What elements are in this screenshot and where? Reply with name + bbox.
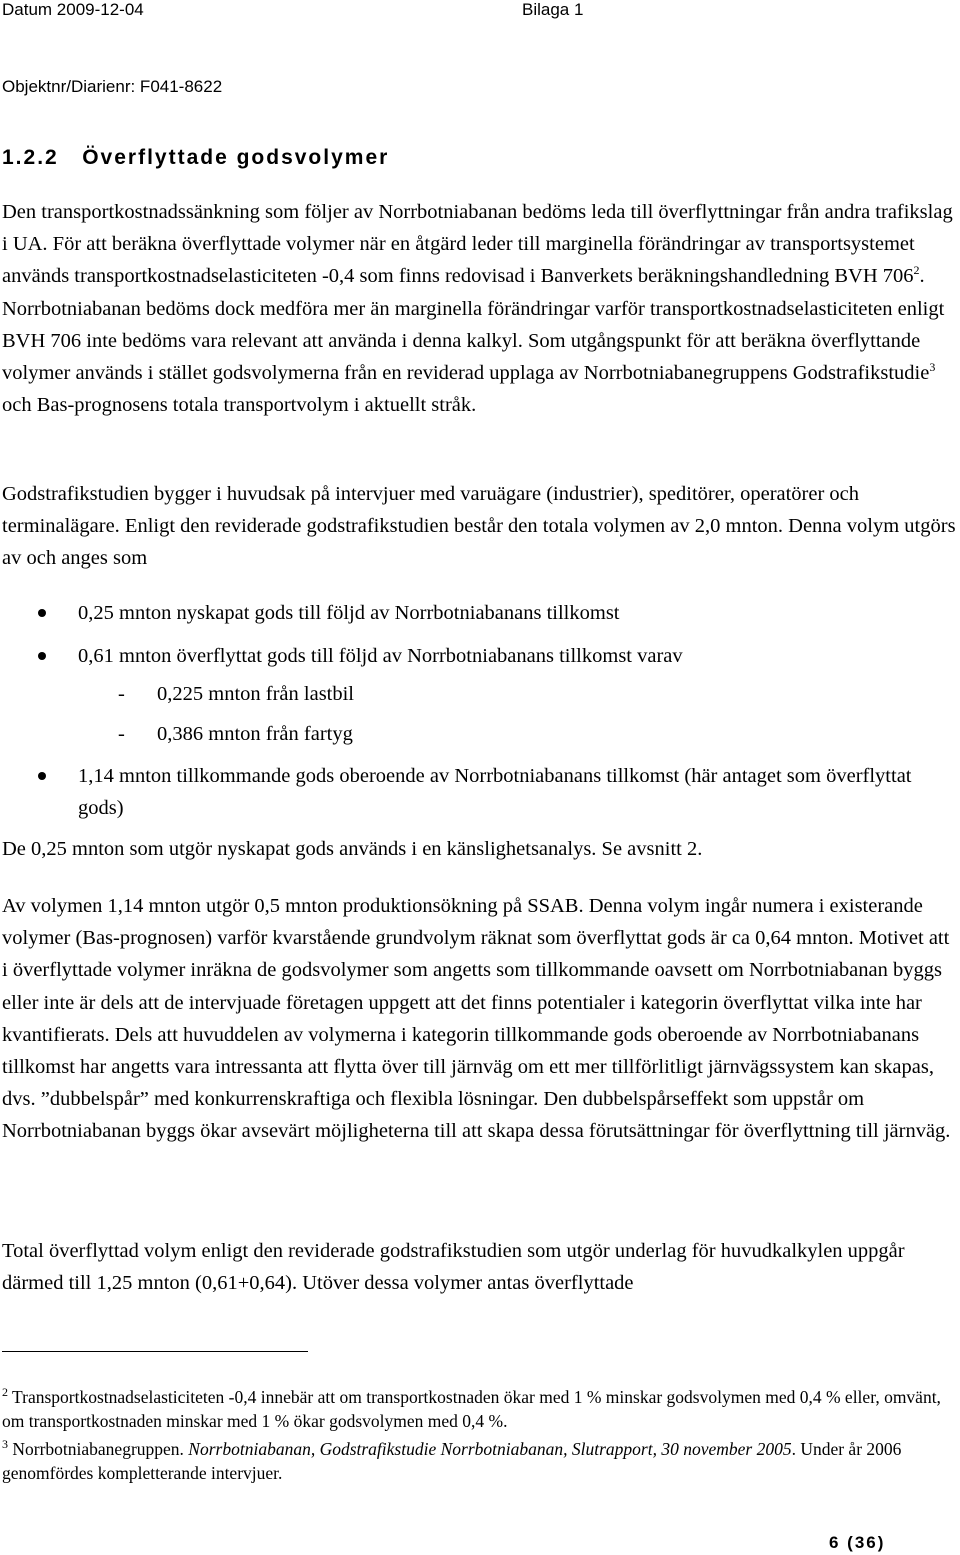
footnote-citation-title: Norrbotniabanan, Godstrafikstudie Norrbotniabanan, Slutrapport, 30 november 2005 [188,1439,792,1459]
dash-marker: - [118,723,125,745]
footnote-separator [2,1351,308,1352]
footnote-text: Transportkostnadselasticiteten -0,4 innebär att om transportkostnaden ökar med 1 % minskar godsvolymen med 0,4 % eller, omvänt, om transportkostnaden minskar med 1 % ökar godsvolymen med 0,4 %. [2,1387,941,1431]
bullet-icon [38,609,46,617]
bullet-icon [38,772,46,780]
dash-marker: - [118,683,125,705]
list-item-text: 0,25 mnton nyskapat gods till följd av Norrbotniabanans tillkomst [78,602,620,624]
list-item-text: 1,14 mnton tillkommande gods oberoende av Norrbotniabanans tillkomst (här antaget som överflyttat gods) [78,765,912,819]
header-object-number: Objektnr/Diarienr: F041-8622 [2,77,223,96]
header-attachment: Bilaga 1 [522,0,584,19]
footnote-ref-2[interactable]: 2 [913,263,920,278]
paragraph-total-volume: Total överflyttad volym enligt den reviderade godstrafikstudien som utgör underlag för huvudkalkylen uppgår därmed till 1,25 mnton (0,61+0,64). Utöver dessa volymer antas överflyttade [2,1240,905,1295]
footnote-text-end: . Under år 2006 genomfördes kompletterande intervjuer. [2,1439,902,1483]
bullet-icon [38,652,46,660]
footnote-2 [2,1385,957,1433]
sub-list-item-text: 0,386 mnton från fartyg [157,723,353,745]
paragraph-godstrafikstudie: Godstrafikstudien bygger i huvudsak på intervjuer med varuägare (industrier), speditörer, operatörer och terminalägare. Enligt den reviderade godstrafikstudien består den totala volymen av 2,0 mnton. Denna volym utgörs av och anges som [2,483,956,570]
paragraph-intro-part2: . Norrbotniabanan bedöms dock medföra mer än marginella förändringar varför transportkostnadselasticiteten enligt BVH 706 inte bedöms vara relevant att använda i denna kalkyl. Som utgångspunkt för att beräkna överflyttande volymer används i stället godsvolymerna från en reviderad upplaga av Norrbotniabanegruppens Godstrafikstudie [2,265,945,385]
paragraph-intro-part3: och Bas-prognosens totala transportvolym i aktuellt stråk. [2,394,477,417]
footnote-text: Norrbotniabanegruppen. [8,1439,189,1459]
section-heading: 1.2.2 Överflyttade godsvolymer [2,146,390,169]
footnote-number: 3 [2,1437,8,1452]
sub-list-item-text: 0,225 mnton från lastbil [157,683,355,705]
footnote-ref-3[interactable]: 3 [929,360,936,375]
paragraph-intro [2,196,957,421]
paragraph-volume-motive: Av volymen 1,14 mnton utgör 0,5 mnton produktionsökning på SSAB. Denna volym ingår numera i existerande volymer (Bas-prognosen) varför kvarstående grundvolym räknat som överflyttat gods är ca 0,64 mnton. Motivet att i överflyttade volymer inräkna de godsvolymer som angetts som tillkommande oavsett om Norrbotniabanan byggs eller inte är dels att de intervjuade företagen uppgett att det finns potentialer i kategorin överflyttat vilka inte har kvantifierats. Dels att huvuddelen av volymerna i kategorin tillkommande gods oberoende av Norrbotniabanans tillkomst har angetts vara intressanta att flytta över till järnväg om ett mer tillförlitligt järnvägssystem kan skapas, dvs. ”dubbelspår” med konkurrenskraftiga och flexibla lösningar. Den dubbelspårseffekt som uppstår om Norrbotniabanan byggs ökar avsevärt möjligheterna till att skapa dessa förutsättningar för överflyttning till järnväg. [2,895,951,1143]
footnote-3 [2,1437,957,1485]
paragraph-sensitivity: De 0,25 mnton som utgör nyskapat gods används i en känslighetsanalys. Se avsnitt 2. [2,838,703,860]
header-date: Datum 2009-12-04 [2,0,144,19]
page-number: 6 (36) [829,1533,886,1552]
paragraph-intro-part1: Den transportkostnadssänkning som följer av Norrbotniabanan bedöms leda till överflyttningar från andra trafikslag i UA. För att beräkna överflyttade volymer när en åtgärd leder till marginella förändringar av transportsystemet används transportkostnadselasticiteten -0,4 som finns redovisad i Banverkets beräkningshandledning BVH 706 [2,201,953,288]
footnote-number: 2 [2,1385,8,1400]
list-item-text: 0,61 mnton överflyttat gods till följd av Norrbotniabanans tillkomst varav [78,645,683,667]
